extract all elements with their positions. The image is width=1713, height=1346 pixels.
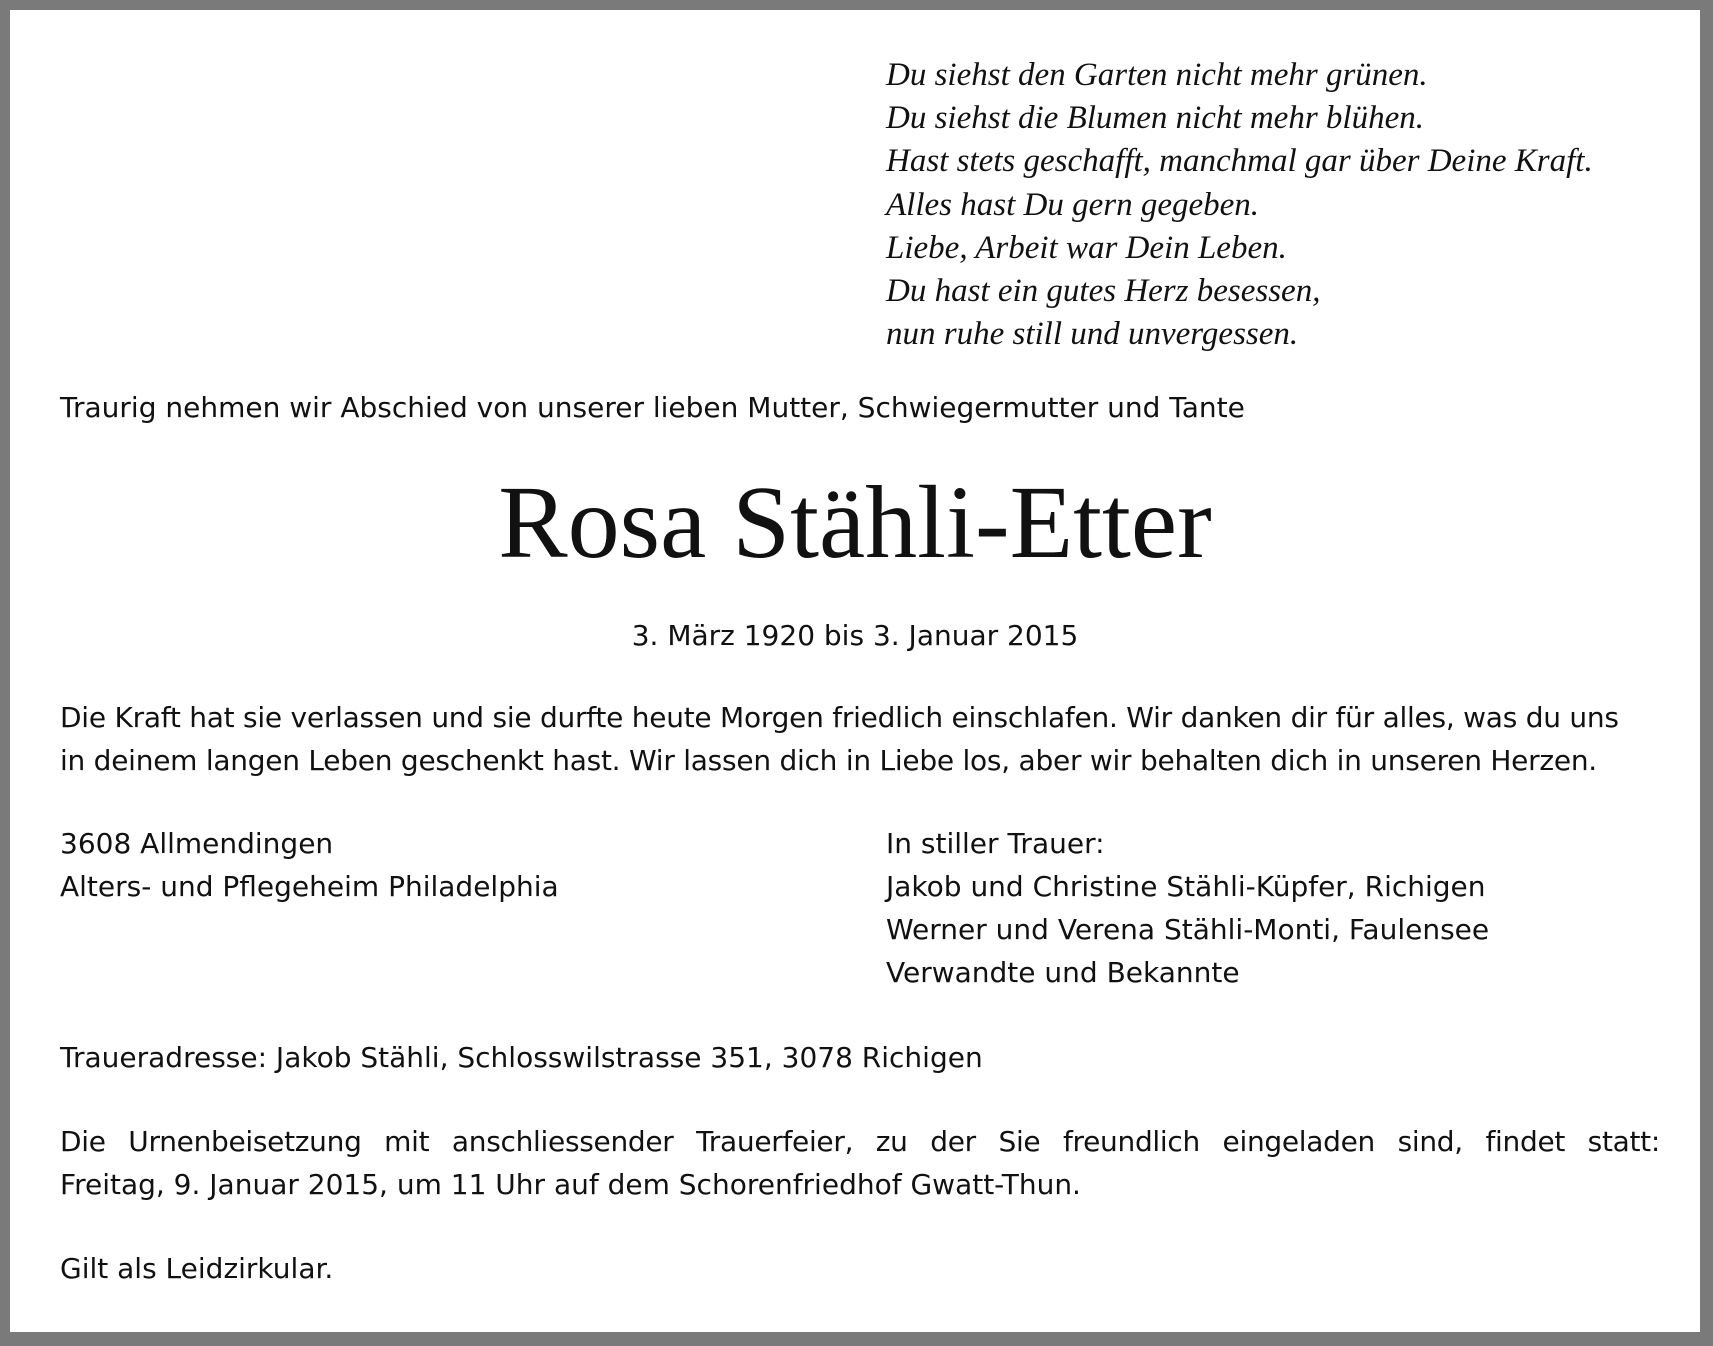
location-line: Alters- und Pflegeheim Philadelphia [60,870,559,903]
ceremony-line: Freitag, 9. Januar 2015, um 11 Uhr auf dem Schorenfriedhof Gwatt-Thun. [60,1168,1081,1201]
farewell-message [60,696,1660,782]
mourners-heading: In stiller Trauer: [886,827,1105,860]
farewell-message-line: Die Kraft hat sie verlassen und sie durfte heute Morgen friedlich einschlafen. Wir danken dir für alles, was du uns [60,701,1619,734]
mourner-name: Verwandte und Bekannte [886,956,1240,989]
ceremony-line: Die Urnenbeisetzung mit anschliessender Trauerfeier, zu der Sie freundlich eingeladen sind, findet statt: [60,1125,1660,1158]
memorial-poem [886,54,1676,356]
residence-location [60,822,559,908]
intro-text: Traurig nehmen wir Abschied von unserer lieben Mutter, Schwiegermutter und Tante [60,391,1245,424]
farewell-message-line: in deinem langen Leben geschenkt hast. Wir lassen dich in Liebe los, aber wir behalten dich in unseren Herzen. [60,744,1597,777]
closing-note: Gilt als Leidzirkular. [60,1252,334,1285]
poem-line: Du siehst den Garten nicht mehr grünen. [886,57,1428,93]
poem-line: Hast stets geschafft, manchmal gar über Deine Kraft. [886,143,1593,180]
obituary-notice [10,10,1700,1332]
poem-line: Du siehst die Blumen nicht mehr blühen. [886,100,1424,137]
location-line: 3608 Allmendingen [60,827,334,860]
mourner-name: Werner und Verena Stähli-Monti, Faulensee [886,913,1490,946]
mourning-address: Traueradresse: Jakob Stähli, Schlosswilstrasse 351, 3078 Richigen [60,1041,983,1074]
mourner-name: Jakob und Christine Stähli-Küpfer, Richigen [886,870,1486,903]
poem-line: Alles hast Du gern gegeben. [886,186,1260,223]
mourners-list [886,822,1489,994]
ceremony-info [60,1120,1660,1206]
poem-line: Liebe, Arbeit war Dein Leben. [886,229,1287,266]
life-dates: 3. März 1920 bis 3. Januar 2015 [631,619,1079,652]
poem-line: nun ruhe still und unvergessen. [886,316,1299,353]
deceased-name: Rosa Stähli-Etter [498,465,1212,580]
poem-line: Du hast ein gutes Herz besessen, [886,273,1321,310]
